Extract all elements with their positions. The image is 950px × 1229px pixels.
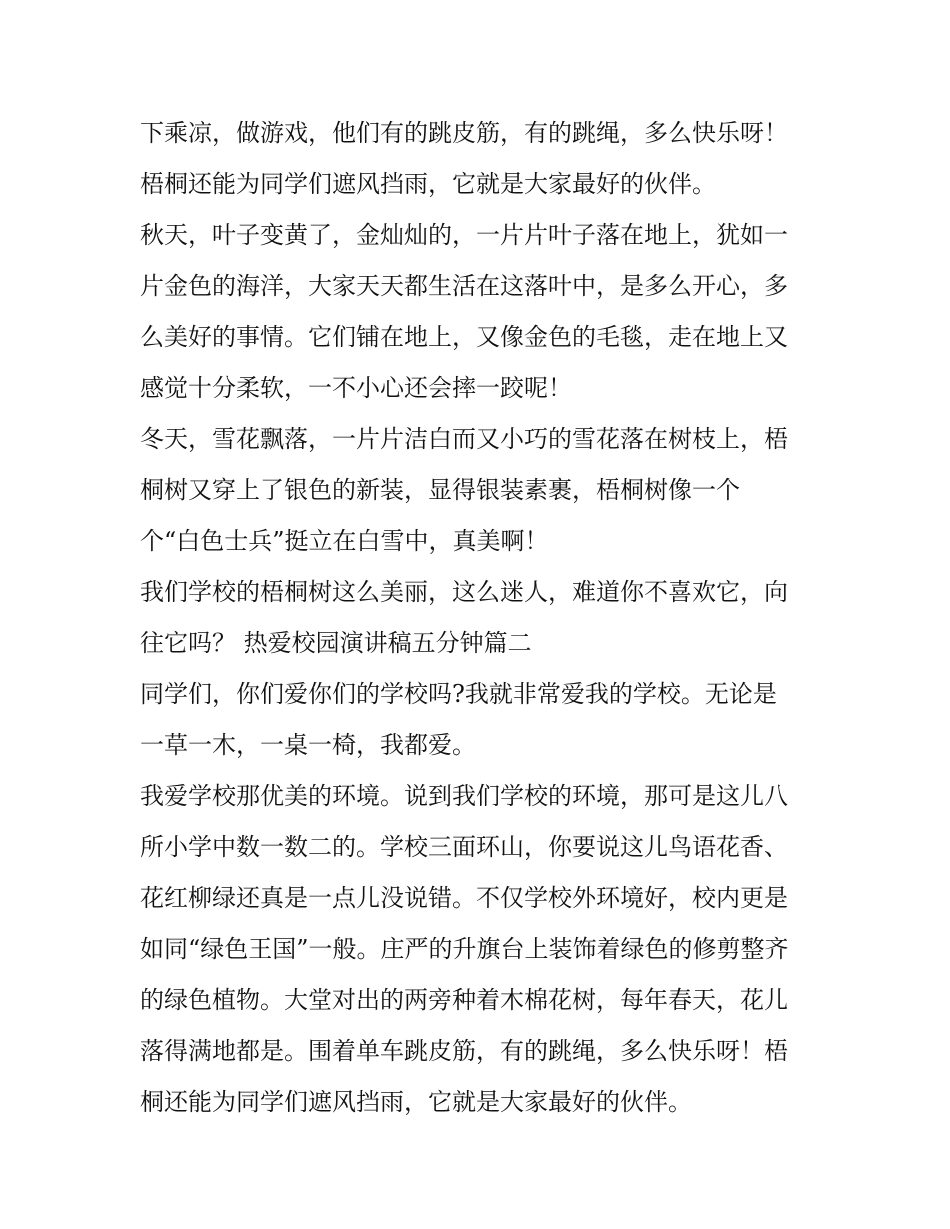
text-line: 一草一木，一桌一椅，我都爱。 <box>140 731 476 759</box>
text-line: 的绿色植物。大堂对出的两旁种着木棉花树，每年春天，花儿 <box>140 986 788 1014</box>
text-line: 桐还能为同学们遮风挡雨，它就是大家最好的伙伴。 <box>140 1088 692 1116</box>
text-line: 桐树又穿上了银色的新装，显得银装素裹，梧桐树像一个 <box>140 476 740 504</box>
text-line: 梧桐还能为同学们遮风挡雨，它就是大家最好的伙伴。 <box>140 170 716 198</box>
text-line: 花红柳绿还真是一点儿没说错。不仅学校外环境好，校内更是 <box>140 884 788 912</box>
text-line: 同学们，你们爱你们的学校吗?我就非常爱我的学校。无论是 <box>140 680 777 708</box>
text-line: 落得满地都是。围着单车跳皮筋，有的跳绳，多么快乐呀！梧 <box>140 1037 788 1065</box>
text-line: 所小学中数一数二的。学校三面环山，你要说这儿鸟语花香、 <box>140 833 788 861</box>
text-line: 往它吗？ 热爱校园演讲稿五分钟篇二 <box>140 629 532 657</box>
text-line: 感觉十分柔软，一不小心还会摔一跤呢！ <box>140 374 572 402</box>
body-text <box>140 108 820 1128</box>
text-line: 片金色的海洋，大家天天都生活在这落叶中，是多么开心，多 <box>140 272 788 300</box>
text-line: 秋天，叶子变黄了，金灿灿的，一片片叶子落在地上，犹如一 <box>140 221 788 249</box>
text-line: 我爱学校那优美的环境。说到我们学校的环境，那可是这儿八 <box>140 782 788 810</box>
text-line: 冬天，雪花飘落，一片片洁白而又小巧的雪花落在树枝上，梧 <box>140 425 788 453</box>
text-line: 我们学校的梧桐树这么美丽，这么迷人，难道你不喜欢它，向 <box>140 578 788 606</box>
text-line: 如同“绿色王国”一般。庄严的升旗台上装饰着绿色的修剪整齐 <box>140 935 789 963</box>
text-line: 么美好的事情。它们铺在地上，又像金色的毛毯，走在地上又 <box>140 323 788 351</box>
text-line: 下乘凉，做游戏，他们有的跳皮筋，有的跳绳，多么快乐呀！ <box>140 119 788 147</box>
text-line: 个“白色士兵”挺立在白雪中，真美啊！ <box>140 527 549 555</box>
